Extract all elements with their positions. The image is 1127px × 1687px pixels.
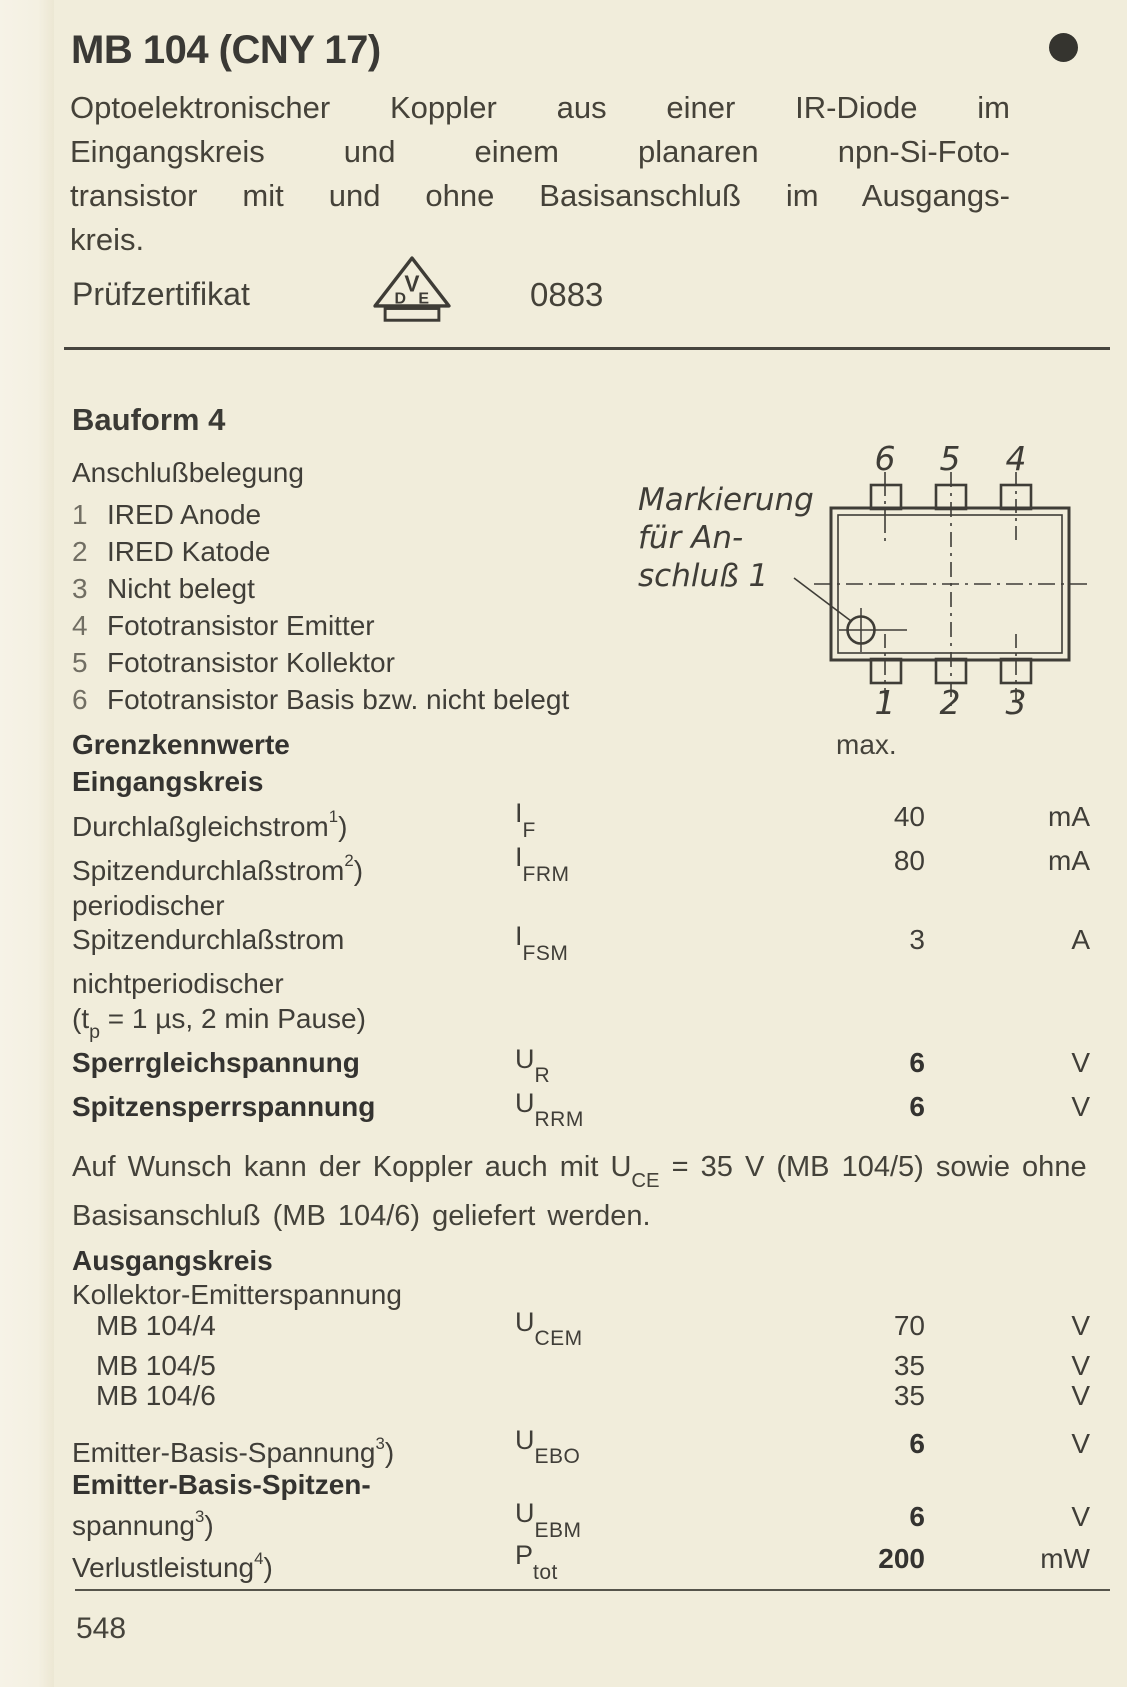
limit-row-label: Kollektor-Emitterspannung [72, 1278, 402, 1310]
limit-row-unit: V [1071, 1090, 1090, 1122]
limits-table-header [72, 726, 1090, 763]
limit-row-symbol [515, 967, 710, 1002]
part-number-title: MB 104 (CNY 17) [71, 28, 381, 72]
limit-row-value [710, 1469, 925, 1501]
marking-label-line1: Markierung [638, 482, 814, 518]
limit-row [72, 1540, 1090, 1585]
limit-row-value: 6 [909, 1501, 925, 1533]
limit-row-unit [925, 1279, 1090, 1311]
limit-row-unit: V [1071, 1309, 1090, 1341]
vde-letter-e: E [418, 290, 430, 308]
limit-row [72, 1087, 1090, 1134]
limit-row [72, 1469, 1090, 1501]
limit-row-label: MB 104/4 [96, 1309, 216, 1341]
limit-row-label: Spitzendurchlaßstrom$^2$) [72, 851, 364, 887]
limit-row [72, 844, 1090, 888]
limit-row [72, 1351, 1090, 1382]
output-circuit-heading: Ausgangskreis [72, 1244, 273, 1276]
bauform-heading: Bauform 4 [72, 402, 226, 437]
pin-list-item [72, 570, 569, 607]
pin1-marker-cross [839, 608, 907, 652]
pin-list-number: 5 [72, 647, 88, 678]
limit-row-unit: V [1071, 1349, 1090, 1381]
limit-row [72, 1306, 1090, 1351]
limit-row-unit: V [1071, 1427, 1090, 1459]
limit-row-unit [925, 1469, 1090, 1501]
pin-list-number: 3 [72, 573, 88, 604]
limit-row [72, 800, 1090, 844]
limit-row-symbol: $U_R$ [515, 1043, 551, 1088]
limit-row-label: ($t_p = 1$ µs, 2 min Pause) [72, 1002, 366, 1044]
certification-row [72, 254, 772, 340]
page-number: 548 [76, 1612, 127, 1645]
pin-number-6: 6 [874, 439, 896, 478]
limit-row-unit [925, 967, 1090, 1002]
limit-row [72, 967, 1090, 1002]
limit-row-label: MB 104/6 [96, 1380, 216, 1412]
limit-row-symbol: $I_F$ [515, 798, 536, 842]
limit-row-value [710, 1002, 925, 1046]
limit-row-value [710, 1279, 925, 1311]
pin-list-item [72, 607, 569, 644]
limit-row [72, 1279, 1090, 1311]
pin-list [72, 496, 569, 718]
limit-row-value: 6 [909, 1046, 925, 1078]
max-column-header: max. [836, 729, 897, 760]
limit-row-symbol: $P_{tot}$ [515, 1540, 558, 1584]
limit-row-value: 70 [893, 1309, 925, 1341]
corner-dot [1049, 33, 1078, 62]
limit-row-symbol [515, 889, 710, 924]
vde-letter-v: V [404, 270, 420, 297]
limit-row-label: MB 104/5 [96, 1349, 216, 1381]
description-line: Eingangskreis und einem planaren npn-Si-Foto- [70, 134, 1010, 169]
pin-list-number: 1 [72, 499, 88, 530]
vde-logo-icon [370, 254, 454, 326]
description-line: kreis. [70, 222, 145, 257]
pin-tab-1 [871, 659, 901, 683]
limit-row-label: Verlustleistung$^4$) [72, 1549, 273, 1583]
pin-list-item [72, 681, 569, 718]
pin-list-label: Fototransistor Basis bzw. nicht belegt [107, 684, 570, 715]
limit-row-label: Spitzensperrspannung [72, 1090, 376, 1122]
pin-tab-6 [871, 485, 901, 509]
pin-list-item [72, 533, 569, 570]
package-diagram [618, 408, 1110, 720]
pin-list-number: 4 [72, 610, 88, 641]
limit-row-label: Emitter-Basis-Spitzen- [72, 1469, 371, 1501]
limit-row [72, 923, 1090, 967]
vde-base-bar [385, 308, 439, 320]
pin-number-3: 3 [1005, 683, 1027, 720]
limit-row-symbol: $I_{FRM}$ [515, 842, 570, 886]
limit-row [72, 1498, 1090, 1543]
limit-row-unit: mA [1048, 801, 1090, 832]
limit-row-symbol [515, 1279, 710, 1311]
limit-row-unit [925, 1002, 1090, 1046]
limit-row-value: 200 [878, 1543, 925, 1575]
limit-row-value: 3 [909, 924, 925, 956]
limit-row-value: 80 [893, 845, 925, 877]
pin-list-label: IRED Katode [107, 536, 271, 567]
output-circuit-rows [72, 1279, 1090, 1585]
pin-number-2: 2 [939, 683, 961, 720]
limit-row-symbol [515, 1381, 710, 1412]
description-line: transistor mit und ohne Basisanschluß im Ausgangs- [70, 178, 1010, 213]
limit-row-symbol: $U_{RRM}$ [515, 1087, 584, 1132]
limit-row-value: 6 [909, 1090, 925, 1122]
marking-label-line2: für An- [638, 520, 744, 556]
description-line: Optoelektronischer Koppler aus einer IR-Diode im [70, 90, 1010, 125]
limit-row-symbol [515, 1002, 710, 1046]
limit-row [72, 1381, 1090, 1412]
limit-row [72, 1002, 1090, 1046]
limit-row-unit: V [1071, 1380, 1090, 1412]
top-divider [64, 347, 1110, 350]
limit-row-unit: V [1071, 1501, 1090, 1533]
pin-list-item [72, 496, 569, 533]
limit-row-value: 35 [893, 1349, 925, 1381]
limit-row-label: Spitzendurchlaßstrom [72, 924, 345, 956]
limit-row [72, 889, 1090, 924]
limit-row-symbol [515, 1351, 710, 1382]
option-note-line2: Basisanschluß (MB 104/6) geliefert werden. [72, 1199, 651, 1232]
limit-row-unit: mW [1040, 1543, 1090, 1575]
limit-row-label: nichtperiodischer [72, 968, 284, 1000]
cert-number: 0883 [530, 276, 604, 313]
limit-row-symbol: $U_{EBM}$ [515, 1498, 582, 1543]
bottom-divider [75, 1589, 1110, 1591]
limit-row-unit: V [1071, 1046, 1090, 1078]
limit-row-label: Sperrgleichspannung [72, 1046, 360, 1078]
cert-label: Prüfzertifikat [72, 276, 250, 312]
limit-row-symbol: $U_{EBO}$ [515, 1424, 581, 1469]
limit-row-symbol: $U_{CEM}$ [515, 1306, 583, 1351]
limit-row [72, 1424, 1090, 1470]
pin-list-label: Fototransistor Emitter [107, 610, 375, 641]
input-circuit-heading: Eingangskreis [72, 766, 264, 797]
limit-row-unit: mA [1048, 845, 1090, 877]
pin-list-label: Fototransistor Kollektor [107, 647, 395, 678]
pin-list-item [72, 644, 569, 681]
pin-list-number: 2 [72, 536, 88, 567]
description-paragraph [70, 86, 1010, 262]
limit-row-value: 6 [909, 1427, 925, 1459]
pin-number-1: 1 [874, 683, 896, 720]
limit-row-unit [925, 889, 1090, 924]
pin-number-5: 5 [939, 439, 961, 478]
pin-list-label: IRED Anode [107, 499, 262, 530]
marking-label-line3: schluß 1 [638, 558, 769, 594]
limit-row-symbol: $I_{FSM}$ [515, 921, 569, 965]
input-circuit-rows [72, 800, 1090, 1134]
limit-row-unit: A [1071, 924, 1090, 956]
limit-row-symbol [515, 1469, 710, 1501]
option-note-line1: Auf Wunsch kann der Koppler auch mit $U_{CE} = 35$ V (MB 104/5) sowie ohne [72, 1150, 1087, 1192]
pin-list-number: 6 [72, 684, 88, 715]
limit-row-value: 35 [893, 1380, 925, 1412]
limits-table [72, 726, 1090, 1585]
option-note [72, 1148, 1090, 1236]
pin-number-4: 4 [1005, 439, 1027, 478]
limits-heading: Grenzkennwerte [72, 729, 290, 760]
pin-list-label: Nicht belegt [107, 573, 255, 604]
limit-row-value [710, 889, 925, 924]
limit-row-label: periodischer [72, 889, 225, 921]
limit-row-label: spannung$^3$) [72, 1507, 214, 1542]
pin-assignment-heading: Anschlußbelegung [72, 457, 304, 488]
page-left-edge [0, 0, 54, 1687]
vde-letter-d: D [394, 290, 406, 308]
limit-row-label: Emitter-Basis-Spannung$^3$) [72, 1433, 395, 1468]
limit-row-value [710, 967, 925, 1002]
limit-row [72, 1043, 1090, 1090]
limit-row-label: Durchlaßgleichstrom$^1$) [72, 807, 348, 842]
limit-row-value: 40 [893, 801, 925, 832]
